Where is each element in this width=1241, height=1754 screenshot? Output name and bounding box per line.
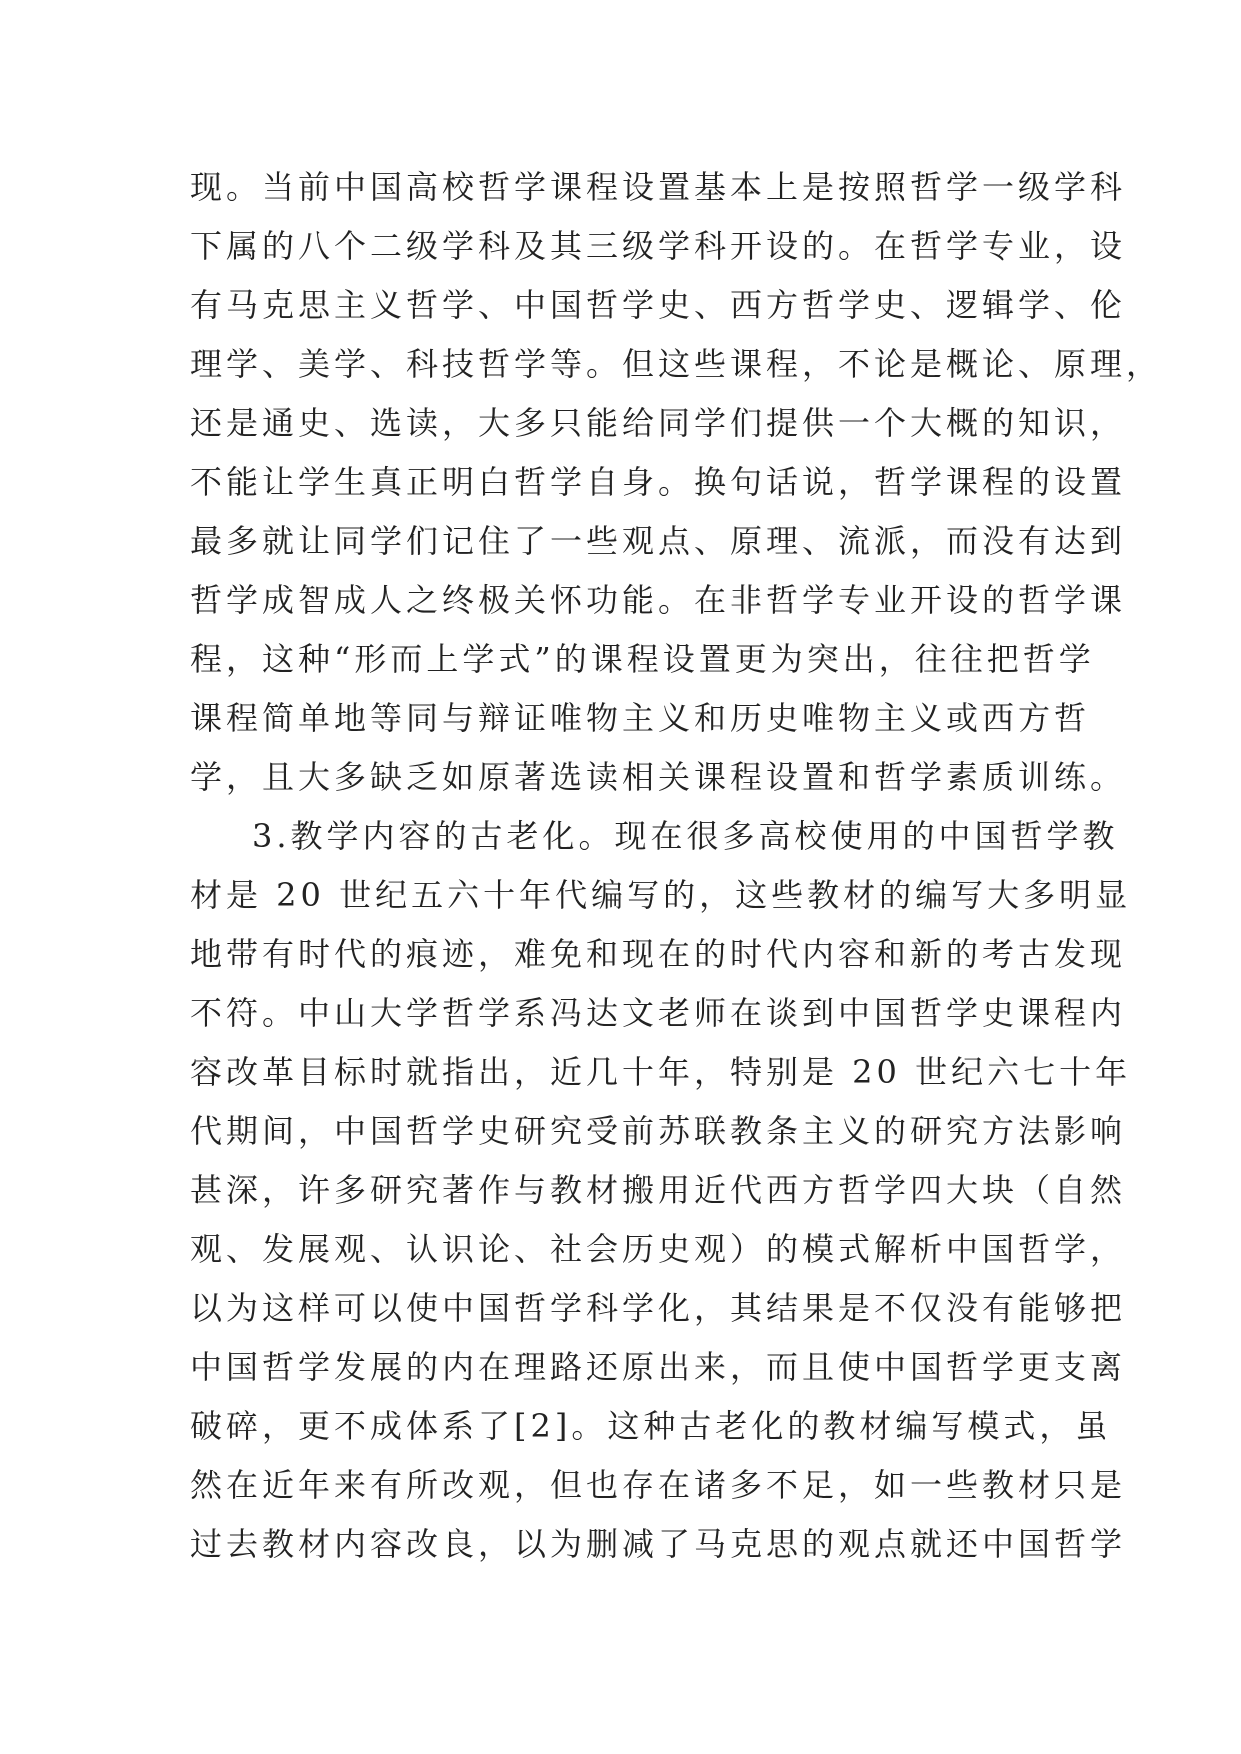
text-line: 以为这样可以使中国哲学科学化，其结果是不仅没有能够把 [190, 1289, 1127, 1327]
text-line: 课程简单地等同与辩证唯物主义和历史唯物主义或西方哲 [190, 699, 1091, 737]
text-line: 最多就让同学们记住了一些观点、原理、流派，而没有达到 [190, 522, 1127, 560]
section-heading-line: 3.教学内容的古老化。现在很多高校使用的中国哲学教 [252, 817, 1119, 855]
text-line: 地带有时代的痕迹，难免和现在的时代内容和新的考古发现 [190, 935, 1127, 973]
text-line: 然在近年来有所改观，但也存在诸多不足，如一些教材只是 [190, 1466, 1127, 1504]
text-line: 理学、美学、科技哲学等。但这些课程，不论是概论、原理， [190, 345, 1163, 383]
text-line: 中国哲学发展的内在理路还原出来，而且使中国哲学更支离 [190, 1348, 1127, 1386]
body-text [190, 158, 1163, 1574]
text-line: 破碎，更不成体系了[2]。这种古老化的教材编写模式，虽 [190, 1407, 1112, 1445]
text-line: 容改革目标时就指出，近几十年，特别是 20 世纪六七十年 [190, 1053, 1132, 1091]
text-line: 甚深，许多研究著作与教材搬用近代西方哲学四大块（自然 [190, 1171, 1127, 1209]
text-line: 学，且大多缺乏如原著选读相关课程设置和哲学素质训练。 [190, 758, 1127, 796]
text-line: 材是 20 世纪五六十年代编写的，这些教材的编写大多明显 [190, 876, 1132, 914]
text-line: 还是通史、选读，大多只能给同学们提供一个大概的知识， [190, 404, 1127, 442]
text-line: 观、发展观、认识论、社会历史观）的模式解析中国哲学， [190, 1230, 1127, 1268]
text-line: 不能让学生真正明白哲学自身。换句话说，哲学课程的设置 [190, 463, 1127, 501]
text-line: 程，这种“形而上学式”的课程设置更为突出，往往把哲学 [190, 640, 1095, 678]
text-line: 过去教材内容改良，以为删减了马克思的观点就还中国哲学 [190, 1525, 1127, 1563]
text-line: 不符。中山大学哲学系冯达文老师在谈到中国哲学史课程内 [190, 994, 1127, 1032]
text-line: 哲学成智成人之终极关怀功能。在非哲学专业开设的哲学课 [190, 581, 1127, 619]
text-line: 代期间，中国哲学史研究受前苏联教条主义的研究方法影响 [190, 1112, 1127, 1150]
text-line: 现。当前中国高校哲学课程设置基本上是按照哲学一级学科 [190, 168, 1127, 206]
text-line: 下属的八个二级学科及其三级学科开设的。在哲学专业，设 [190, 227, 1127, 265]
text-line: 有马克思主义哲学、中国哲学史、西方哲学史、逻辑学、伦 [190, 286, 1127, 324]
